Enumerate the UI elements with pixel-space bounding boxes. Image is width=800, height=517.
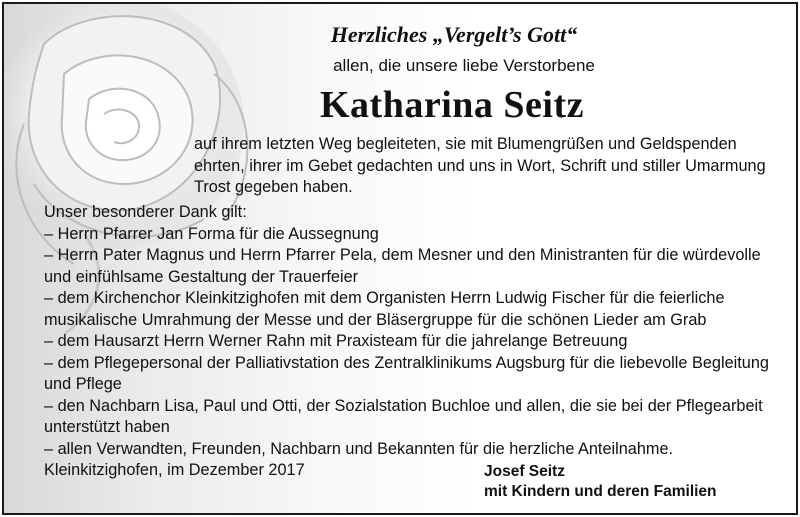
intro-line: allen, die unsere liebe Verstorbene <box>333 56 595 75</box>
thanks-item: – dem Hausarzt Herrn Werner Rahn mit Praxisteam für die jahrelange Betreuung <box>44 332 628 350</box>
thanks-item: – Herrn Pater Magnus und Herrn Pfarrer Pela, dem Mesner und den Ministranten für die würdevolle und einfühlsame Gestaltung der Trauerfeier <box>44 246 766 286</box>
thanks-item: – dem Pflegepersonal der Palliativstation des Zentralklinikums Augsburg für die liebevolle Begleitung und Pflege <box>44 353 774 393</box>
place-date: Kleinkitzighofen, im Dezember 2017 <box>44 461 305 479</box>
thanks-item: – allen Verwandten, Freunden, Nachbarn und Bekannten für die herzliche Anteilnahme. <box>44 439 674 458</box>
special-thanks-section <box>44 202 784 460</box>
signer-family: mit Kindern und deren Familien <box>484 483 717 500</box>
obituary-card <box>2 2 798 515</box>
special-thanks-heading: Unser besonderer Dank gilt: <box>44 203 247 221</box>
thanks-title: Herzliches „Vergelt’s Gott“ <box>330 22 578 47</box>
thanks-item: – dem Kirchenchor Kleinkitzighofen mit dem Organisten Herrn Ludwig Fischer für die feierliche musikalische Umrahmung der Messe und der Bläsergruppe für die schönen Lieder am Grab <box>44 289 730 329</box>
thanks-item: – Herrn Pfarrer Jan Forma für die Aussegnung <box>44 224 379 243</box>
signer-block <box>484 462 717 502</box>
thanks-paragraph: auf ihrem letzten Weg begleiteten, sie mit Blumengrüßen und Geldspenden ehrten, ihrer im Gebet gedachten und uns in Wort, Schrift und stiller Umarmung Trost gegeben haben. <box>194 135 766 196</box>
deceased-name: Katharina Seitz <box>320 84 584 126</box>
thanks-item: – den Nachbarn Lisa, Paul und Otti, der Sozialstation Buchloe und allen, die sie bei der Pflegearbeit unterstützt haben <box>44 396 768 436</box>
signer-name: Josef Seitz <box>484 463 565 480</box>
